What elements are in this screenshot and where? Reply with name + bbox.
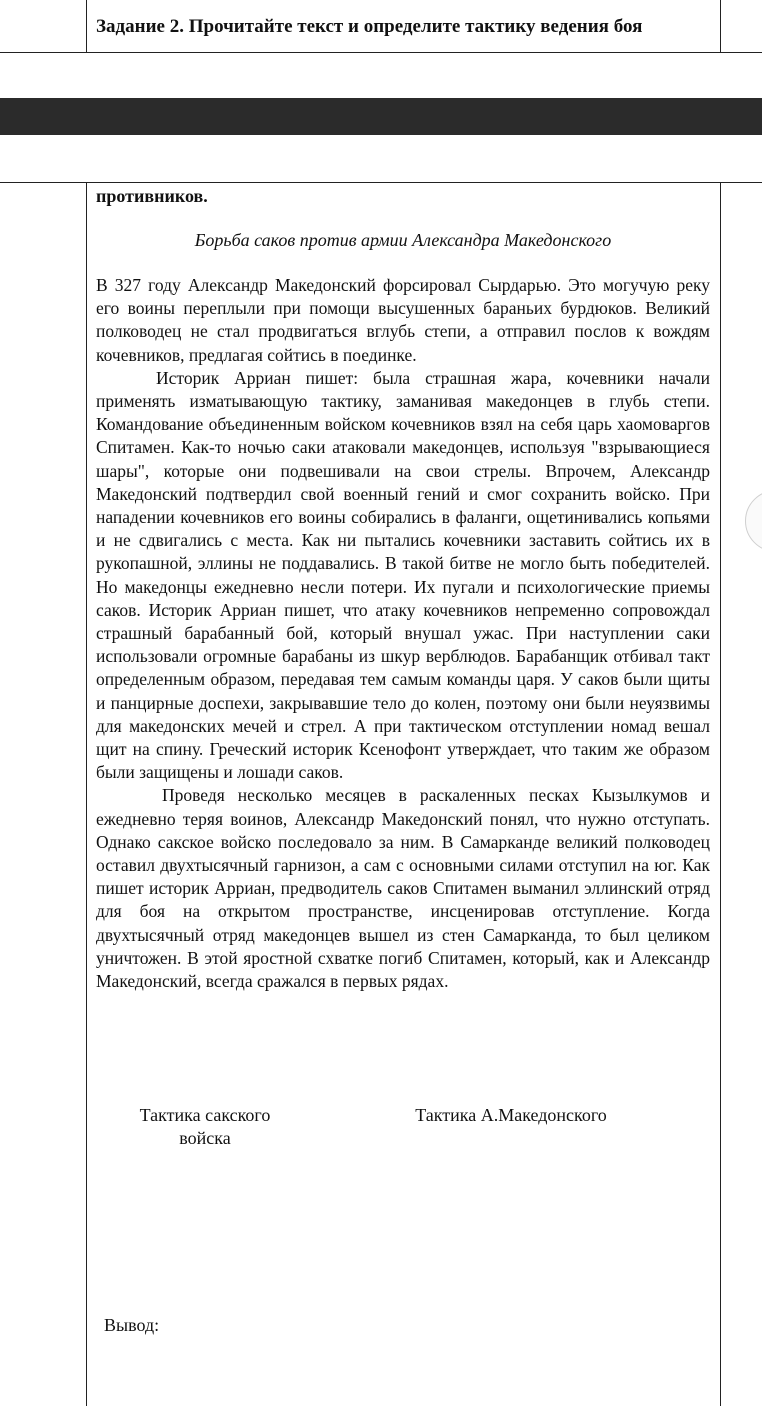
table-border-left-lower <box>86 182 87 1406</box>
column-header-saka <box>110 1104 300 1150</box>
paragraph-2: Историк Арриан пишет: была страшная жара, кочевники начали применять изматывающую тактику, заманивая македонцев в глубь степи. Командование объединенным войском кочевников взял на себя царь хаомоваргов Спитамен. Как-то ночью саки атаковали македонцев, используя "взрывающиеся шары", которые они подвешивали на свои стрелы. Впрочем, Александр Македонский подтвердил свой военный гений и смог сохранить войско. При нападении кочевников его воины собирались в фаланги, ощетинивались копьями и не сдвигались с места. Как ни пытались кочевники заставить сойтись их в рукопашной, эллины не поддавались. В такой битве не могло быть победителей. Но македонцы ежедневно несли потери. Их пугали и психологические приемы саков. Историк Арриан пишет, что атаку кочевников непременно сопровождал страшный барабанный бой, который внушал ужас. При наступлении саки использовали огромные барабаны из шкур верблюдов. Барабанщик отбивал такт определенным образом, передавая тем самым команды царя. У саков были щиты и панцирные доспехи, закрывавшие тело до колен, поэтому они были неуязвимы для македонских мечей и стрел. А при тактическом отступлении номад вешал щит на спину. Греческий историк Ксенофонт утверждает, что таким же образом были защищены и лошади саков. <box>96 367 710 783</box>
table-border-right-lower <box>720 182 721 1406</box>
table-border-left-top <box>86 0 87 53</box>
column-header-macedonian: Тактика А.Македонского <box>415 1105 607 1125</box>
conclusion-label: Вывод: <box>104 1315 160 1335</box>
table-border-top-lower <box>0 182 762 183</box>
scroll-handle[interactable] <box>745 490 762 552</box>
continuation-word: противников. <box>96 186 208 206</box>
task-title: Задание 2. Прочитайте текст и определите тактику ведения боя <box>96 16 643 37</box>
column-header-saka-line2: войска <box>179 1128 231 1148</box>
page-separator-band <box>0 98 762 135</box>
text-title: Борьба саков против армии Александра Македонского <box>194 230 612 250</box>
paragraph-1: В 327 году Александр Македонский форсировал Сырдарью. Это могучую реку его воины переплыли при помощи высушенных бараньих бурдюков. Великий полководец не стал продвигаться вглубь степи, а отправил послов к вождям кочевников, предлагая сойтись в поединке. <box>96 275 710 365</box>
column-header-saka-line1: Тактика сакского <box>139 1105 271 1125</box>
table-border-bottom-top <box>0 52 762 53</box>
paragraph-3: Проведя несколько месяцев в раскаленных песках Кызылкумов и ежедневно теряя воинов, Александр Македонский понял, что нужно отступать. Однако сакское войско последовало за ним. В Самарканде великий полководец оставил двухтысячный гарнизон, а сам с основными силами отступил на юг. Как пишет историк Арриан, предводитель саков Спитамен выманил эллинский отряд для боя на открытом пространстве, инсценировав отступление. Когда двухтысячный отряд македонцев вышел из стен Самарканда, то был целиком уничтожен. В этой яростной схватке погиб Спитамен, который, как и Александр Македонский, всегда сражался в первых рядах. <box>96 785 710 992</box>
reading-text <box>96 274 710 993</box>
